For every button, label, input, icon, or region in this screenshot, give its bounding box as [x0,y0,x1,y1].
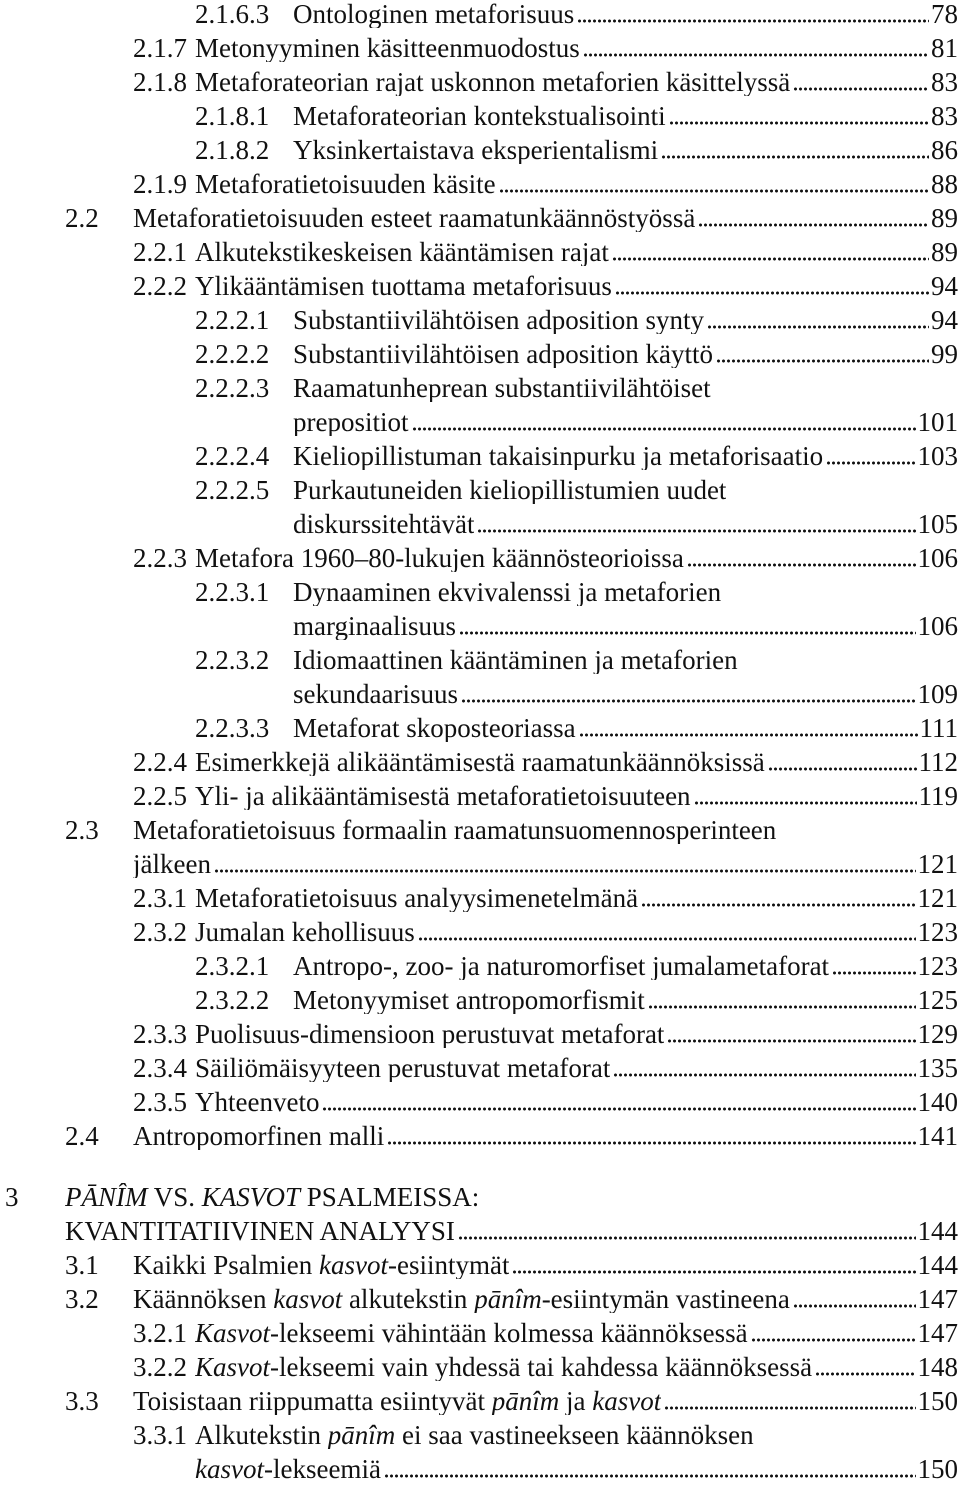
entry-title [133,1285,790,1313]
toc-entry-2-3-2 [0,918,958,946]
dot-leader [694,782,917,810]
title-text: Toisistaan riippumatta esiintyvät [133,1387,492,1415]
entry-title [293,374,711,402]
entry-page-number: 111 [919,713,958,743]
title-text: marginaalisuus [293,612,456,640]
entry-number: 3.3.1 [133,1420,187,1450]
dot-leader [648,986,916,1014]
entry-title [195,272,612,300]
toc-entry-2-3-4 [0,1054,958,1082]
toc-entry-3-2-1 [0,1319,958,1347]
title-text: KVANTITATIIVINEN ANALYYSI [65,1217,455,1245]
title-text-italic: kasvot [273,1285,343,1313]
toc-entry-2-2-3 [0,544,958,572]
dot-leader [418,918,916,946]
title-text: Antropomorfinen malli [133,1122,385,1150]
toc-entry-2-1-8 [0,68,958,96]
dot-leader [669,102,929,130]
entry-number: 2.1.6.3 [195,0,270,29]
entry-number: 3.2.2 [133,1352,187,1382]
title-text-italic: pānîm [491,1387,560,1415]
toc-entry-2-4 [0,1122,958,1150]
entry-page-number: 144 [917,1216,958,1246]
entry-page-number: 119 [918,781,958,811]
title-text: Kieliopillistuman takaisinpurku ja metaforisaatio [293,442,824,470]
title-text: Ontologinen metaforisuus [293,0,575,28]
dot-leader [667,1020,915,1048]
dot-leader [664,1387,915,1415]
entry-page-number: 129 [917,1019,958,1049]
toc-entry-2-2-3-1-continued [0,612,958,640]
entry-number: 2.3.3 [133,1019,187,1049]
dot-leader [458,1217,916,1245]
title-text: sekundaarisuus [293,680,458,708]
dot-leader [583,34,929,62]
title-text: Metonyymiset antropomorfismit [293,986,645,1014]
dot-leader [214,850,916,878]
title-text: Puolisuus-dimensioon perustuvat metaforat [195,1020,665,1048]
toc-entry-2-2-2 [0,272,958,300]
entry-page-number: 99 [931,339,958,369]
entry-page-number: 148 [917,1352,958,1382]
entry-title [293,476,726,504]
title-text: Metaforatietoisuus formaalin raamatunsuomennosperinteen [133,816,777,844]
title-text: Metaforatietoisuus analyysimenetelmänä [195,884,639,912]
entry-page-number: 123 [917,951,958,981]
toc-entry-2-1-7 [0,34,958,62]
title-text: ei saa vastineekseen käännöksen [395,1421,754,1449]
entry-number: 2.3.2 [133,917,187,947]
entry-page-number: 121 [917,883,958,913]
dot-leader [412,408,916,436]
entry-title [293,510,474,538]
entry-page-number: 106 [917,611,958,641]
entry-title [293,306,704,334]
title-text: Esimerkkejä alikääntämisestä raamatunkäännöksissä [195,748,765,776]
entry-title [195,1020,664,1048]
toc-entry-3-3-1-continued [0,1455,958,1483]
dot-leader [459,612,916,640]
entry-title [133,1387,661,1415]
entry-title [195,68,790,96]
entry-page-number: 125 [917,985,958,1015]
entry-title [195,748,765,776]
title-text: Alkutekstin [195,1421,328,1449]
entry-number: 2.2 [65,203,99,233]
title-text-italic: pānîm [474,1285,542,1313]
entry-title [195,1353,812,1381]
entry-title [293,680,458,708]
entry-title [293,340,713,368]
entry-number: 3.2.1 [133,1318,187,1348]
entry-number: 2.3.4 [133,1053,187,1083]
entry-number: 2.2.2.5 [195,475,270,505]
title-text: prepositiot [293,408,409,436]
entry-number: 2.1.8 [133,67,187,97]
entry-number: 2.2.4 [133,747,187,777]
entry-number: 2.2.1 [133,237,187,267]
entry-title [195,1421,754,1449]
entry-number: 3.3 [65,1386,99,1416]
entry-page-number: 101 [917,407,958,437]
dot-leader [613,1054,915,1082]
dot-leader [793,1285,916,1313]
entry-page-number: 106 [917,543,958,573]
entry-number: 2.3.2.1 [195,951,270,981]
entry-page-number: 150 [917,1454,958,1484]
entry-title [293,578,721,606]
dot-leader [687,544,916,572]
entry-title [133,850,211,878]
title-text: Metaforateorian rajat uskonnon metaforien käsittelyssä [195,68,791,96]
title-text: Substantiivilähtöisen adposition synty [293,306,704,334]
dot-leader [384,1455,916,1483]
entry-page-number: 103 [917,441,958,471]
title-text: Metafora 1960–80-lukujen käännösteorioissa [195,544,684,572]
title-text: -lekseemiä [263,1455,381,1483]
title-text-italic: PĀNÎM [65,1183,148,1211]
title-text: Substantiivilähtöisen adposition käyttö [293,340,713,368]
entry-page-number: 150 [917,1386,958,1416]
entry-number: 2.1.8.2 [195,135,270,165]
title-text-italic: kasvot [195,1455,264,1483]
title-text-italic: Kasvot [195,1353,271,1381]
entry-page-number: 89 [931,237,958,267]
entry-page-number: 141 [917,1121,958,1151]
entry-title [293,714,576,742]
entry-page-number: 147 [917,1284,958,1314]
dot-leader [815,1353,915,1381]
title-text: Jumalan kehollisuus [195,918,415,946]
entry-number: 2.2.2.4 [195,441,270,471]
entry-number: 2.1.9 [133,169,187,199]
entry-page-number: 94 [931,305,958,335]
title-text: Idiomaattinen kääntäminen ja metaforien [293,646,738,674]
entry-title [133,1251,509,1279]
title-text: PSALMEISSA: [299,1183,480,1211]
toc-chapter-3 [0,1183,958,1211]
entry-number: 3.1 [65,1250,99,1280]
toc-entry-3-2 [0,1285,958,1313]
toc-entry-2-1-8-1 [0,102,958,130]
title-text-italic: Kasvot [195,1319,271,1347]
entry-title [195,782,691,810]
title-text: Metaforateorian kontekstualisointi [293,102,666,130]
entry-title [293,102,666,130]
entry-number: 2.1.7 [133,33,187,63]
title-text-italic: KASVOT [201,1183,300,1211]
entry-title [133,1122,384,1150]
entry-number: 2.2.2.1 [195,305,270,335]
dot-leader [832,952,915,980]
dot-leader [826,442,915,470]
dot-leader [707,306,929,334]
entry-title [293,612,456,640]
title-text: -lekseemi vähintään kolmessa käännöksessä [270,1319,748,1347]
title-text: Säiliömäisyyteen perustuvat metaforat [195,1054,611,1082]
entry-page-number: 94 [931,271,958,301]
entry-number: 2.3.1 [133,883,187,913]
entry-page-number: 88 [931,169,958,199]
toc-entry-2-2-2-1 [0,306,958,334]
toc-entry-2-2-5 [0,782,958,810]
dot-leader [461,680,916,708]
title-text: -esiintymät [387,1251,510,1279]
entry-title [195,544,684,572]
chapter-title [65,1217,455,1245]
entry-page-number: 83 [931,101,958,131]
entry-title [195,1455,381,1483]
title-text: ja [559,1387,593,1415]
dot-leader [499,170,929,198]
dot-leader [387,1122,915,1150]
entry-page-number: 123 [917,917,958,947]
entry-page-number: 140 [917,1087,958,1117]
dot-leader [698,204,929,232]
toc-entry-2-2-2-3 [0,374,958,402]
dot-leader [661,136,929,164]
toc-entry-3-1 [0,1251,958,1279]
toc-entry-2-2-3-1 [0,578,958,606]
entry-title [293,952,829,980]
toc-entry-2-2-2-4 [0,442,958,470]
entry-page-number: 112 [918,747,958,777]
entry-page-number: 105 [917,509,958,539]
entry-title [195,34,580,62]
dot-leader [751,1319,916,1347]
entry-title [133,204,695,232]
dot-leader [768,748,917,776]
toc-entry-2-3-1 [0,884,958,912]
title-text: Käännöksen [133,1285,274,1313]
entry-number: 2.2.3 [133,543,187,573]
title-text: Kaikki Psalmien [133,1251,319,1279]
toc-entry-2-1-6-3 [0,0,958,28]
entry-page-number: 135 [917,1053,958,1083]
toc-entry-2-2-2-3-continued [0,408,958,436]
entry-number: 2.3.5 [133,1087,187,1117]
entry-title [195,1088,319,1116]
entry-number: 2.2.2 [133,271,187,301]
entry-number: 2.2.3.1 [195,577,270,607]
entry-number: 2.2.2.3 [195,373,270,403]
entry-title [195,170,496,198]
toc-entry-2-3-3 [0,1020,958,1048]
entry-page-number: 78 [931,0,958,29]
title-text: Yksinkertaistava eksperientalismi [293,136,659,164]
dot-leader [477,510,915,538]
title-text-italic: pānîm [327,1421,396,1449]
title-text: Metaforatietoisuuden esteet raamatunkäännöstyössä [133,204,696,232]
title-text: Metaforatietoisuuden käsite [195,170,496,198]
entry-title [293,986,645,1014]
entry-title [293,442,823,470]
title-text: VS. [147,1183,202,1211]
toc-entry-2-2-3-2 [0,646,958,674]
toc-entry-2-2-1 [0,238,958,266]
entry-number: 2.3 [65,815,99,845]
title-text: jälkeen [133,850,211,878]
toc-entry-2-2-4 [0,748,958,776]
toc-entry-2-2-2-5-continued [0,510,958,538]
entry-title [195,918,415,946]
toc-entry-2-1-9 [0,170,958,198]
dot-leader [615,272,929,300]
entry-page-number: 89 [931,203,958,233]
entry-number: 2.2.3.2 [195,645,270,675]
title-text: Alkutekstikeskeisen kääntämisen rajat [195,238,609,266]
toc-entry-2-2-3-3 [0,714,958,742]
toc-entry-2-1-8-2 [0,136,958,164]
title-text: Yli- ja alikääntämisestä metaforatietoisuuteen [195,782,691,810]
toc-entry-2-2-3-2-continued [0,680,958,708]
title-text: Metaforat skoposteoriassa [293,714,576,742]
dot-leader [641,884,915,912]
title-text: Raamatunheprean substantiivilähtöiset [293,374,711,402]
dot-leader [793,68,929,96]
entry-number: 2.2.3.3 [195,713,270,743]
entry-number: 2.2.2.2 [195,339,270,369]
dot-leader [716,340,929,368]
dot-leader [322,1088,915,1116]
title-text: Ylikääntämisen tuottama metaforisuus [195,272,612,300]
entry-title [293,136,658,164]
dot-leader [612,238,929,266]
title-text: -lekseemi vain yhdessä tai kahdessa käännöksessä [270,1353,813,1381]
dot-leader [512,1251,915,1279]
entry-title [293,0,574,28]
entry-title [195,884,638,912]
entry-title [293,646,738,674]
toc-entry-2-3-continued [0,850,958,878]
title-text: Yhteenveto [195,1088,320,1116]
entry-title [195,1319,748,1347]
entry-title [293,408,409,436]
title-text: alkutekstin [342,1285,475,1313]
dot-leader [579,714,918,742]
entry-page-number: 86 [931,135,958,165]
toc-entry-2-2-2-2 [0,340,958,368]
title-text: Antropo-, zoo- ja naturomorfiset jumalametaforat [293,952,830,980]
toc-entry-2-3-2-1 [0,952,958,980]
entry-title [195,1054,610,1082]
entry-page-number: 83 [931,67,958,97]
entry-number: 2.2.5 [133,781,187,811]
entry-number: 2.3.2.2 [195,985,270,1015]
toc-entry-2-3-5 [0,1088,958,1116]
entry-page-number: 147 [917,1318,958,1348]
title-text: Purkautuneiden kieliopillistumien uudet [293,476,727,504]
entry-title [195,238,609,266]
title-text: diskurssitehtävät [293,510,475,538]
chapter-number: 3 [5,1182,19,1212]
title-text: Dynaaminen ekvivalenssi ja metaforien [293,578,722,606]
title-text-italic: kasvot [592,1387,662,1415]
title-text: Metonyyminen käsitteenmuodostus [195,34,580,62]
entry-page-number: 109 [917,679,958,709]
entry-number: 3.2 [65,1284,99,1314]
toc-entry-3-3 [0,1387,958,1415]
dot-leader [577,0,929,28]
entry-number: 2.4 [65,1121,99,1151]
toc-entry-3-2-2 [0,1353,958,1381]
toc-entry-2-2 [0,204,958,232]
entry-number: 2.1.8.1 [195,101,270,131]
entry-title [133,816,776,844]
entry-page-number: 121 [917,849,958,879]
entry-page-number: 81 [931,33,958,63]
toc-entry-2-2-2-5 [0,476,958,504]
entry-page-number: 144 [917,1250,958,1280]
toc-entry-2-3-2-2 [0,986,958,1014]
title-text-italic: kasvot [318,1251,388,1279]
toc-chapter-3-continued [0,1217,958,1245]
toc-entry-2-3 [0,816,958,844]
title-text: -esiintymän vastineena [541,1285,790,1313]
chapter-title [65,1183,479,1211]
toc-entry-3-3-1 [0,1421,958,1449]
